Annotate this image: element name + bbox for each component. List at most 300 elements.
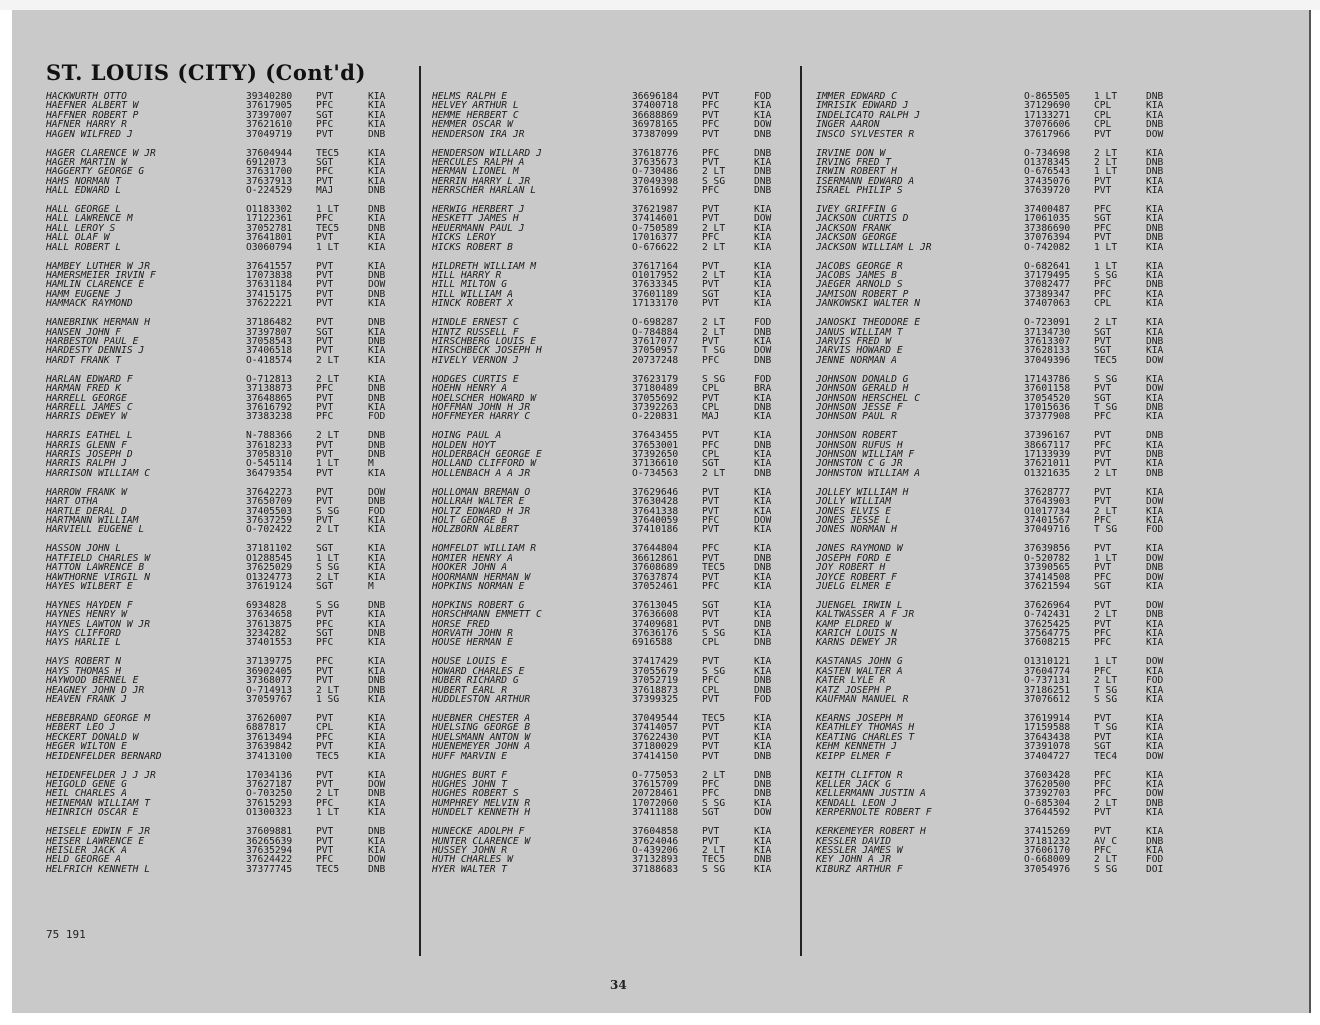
roster-entry bbox=[816, 346, 1196, 355]
soldier-name: IMRISIK EDWARD J bbox=[816, 101, 909, 111]
rank: CPL bbox=[1094, 110, 1112, 121]
rank: PVT bbox=[316, 346, 334, 356]
soldier-name: HIVELY VERNON J bbox=[432, 355, 519, 366]
rank: S SG bbox=[702, 864, 726, 875]
soldier-name: HOLDEN HOYT bbox=[432, 440, 496, 451]
soldier-name: JOLLEY WILLIAM H bbox=[816, 487, 909, 498]
soldier-name: JOYCE ROBERT F bbox=[816, 572, 897, 582]
soldier-name: HACKWURTH OTTO bbox=[46, 92, 127, 102]
status-code: DNB bbox=[368, 864, 386, 875]
soldier-name: JONES RAYMOND W bbox=[816, 544, 903, 554]
roster-entry bbox=[46, 742, 416, 751]
status-code: KIA bbox=[1146, 629, 1164, 639]
roster-entry bbox=[46, 394, 416, 403]
status-code: DOW bbox=[1146, 384, 1164, 394]
status-code: KIA bbox=[368, 468, 386, 479]
rank: PVT bbox=[316, 299, 334, 309]
roster-entry bbox=[432, 752, 800, 761]
roster-entry bbox=[816, 667, 1196, 676]
status-code: KIA bbox=[1146, 638, 1164, 648]
rank: 1 LT bbox=[316, 459, 340, 469]
serial-number: 37628133 bbox=[1024, 346, 1071, 356]
roster-entry bbox=[432, 507, 800, 516]
roster-entry bbox=[46, 233, 416, 242]
rank: PVT bbox=[1094, 384, 1112, 394]
roster-entry bbox=[46, 346, 416, 355]
serial-number: O-676543 bbox=[1024, 167, 1071, 177]
status-code: KIA bbox=[1146, 346, 1164, 356]
serial-number: 37179495 bbox=[1024, 271, 1071, 281]
soldier-name: HARLAN EDWARD F bbox=[46, 374, 133, 385]
roster-entry bbox=[46, 516, 416, 525]
serial-number: 37052719 bbox=[632, 676, 679, 686]
rank: MAJ bbox=[316, 186, 334, 196]
serial-number: 37055679 bbox=[632, 666, 679, 677]
status-code: DNB bbox=[1146, 431, 1164, 441]
serial-number: 37082477 bbox=[1024, 280, 1071, 290]
serial-number: 37621610 bbox=[246, 120, 293, 130]
status-code: KIA bbox=[368, 327, 386, 337]
rank: PVT bbox=[702, 431, 720, 441]
serial-number: 37613307 bbox=[1024, 336, 1071, 347]
roster-entry bbox=[816, 629, 1196, 638]
rank: PFC bbox=[316, 798, 334, 809]
soldier-name: HEINRICH OSCAR E bbox=[46, 808, 139, 818]
serial-number: 37389347 bbox=[1024, 289, 1071, 300]
rank: SGT bbox=[316, 581, 334, 592]
soldier-name: JACOBS GEORGE R bbox=[816, 261, 903, 272]
status-code: KIA bbox=[1146, 506, 1164, 516]
rank: PVT bbox=[316, 610, 334, 620]
roster-entry bbox=[816, 403, 1196, 412]
rank: S SG bbox=[702, 666, 726, 677]
serial-number: O-865505 bbox=[1024, 92, 1071, 102]
status-code: KIA bbox=[368, 233, 386, 243]
serial-number: 37138873 bbox=[246, 384, 293, 394]
rank: PFC bbox=[702, 186, 720, 196]
serial-number: O-742082 bbox=[1024, 242, 1071, 253]
serial-number: 37136610 bbox=[632, 459, 679, 469]
serial-number: 17133939 bbox=[1024, 450, 1071, 460]
rank: PVT bbox=[702, 525, 720, 535]
roster-entry bbox=[46, 507, 416, 516]
roster-entry bbox=[816, 92, 1196, 101]
roster-column-1 bbox=[46, 92, 416, 884]
serial-number: 37386690 bbox=[1024, 223, 1071, 234]
soldier-name: HERWIG HERBERT J bbox=[432, 205, 525, 215]
soldier-name: HEBEBRAND GEORGE M bbox=[46, 714, 150, 724]
soldier-name: HENDERSON WILLARD J bbox=[432, 148, 542, 158]
serial-number: O-703250 bbox=[246, 789, 293, 799]
soldier-name: HEBERT LEO J bbox=[46, 723, 116, 733]
status-code: KIA bbox=[754, 827, 772, 837]
soldier-name: HAYNES HAYDEN F bbox=[46, 600, 133, 611]
serial-number: 37392263 bbox=[632, 402, 679, 413]
soldier-name: IRVING FRED T bbox=[816, 157, 892, 168]
roster-entry bbox=[46, 733, 416, 742]
roster-entry bbox=[432, 855, 800, 864]
status-code: KIA bbox=[754, 497, 772, 507]
status-code: KIA bbox=[754, 157, 772, 168]
roster-group bbox=[816, 601, 1196, 648]
soldier-name: HECKERT DONALD W bbox=[46, 732, 139, 743]
scan-top-edge bbox=[0, 0, 1320, 10]
status-code: DNB bbox=[368, 431, 386, 441]
soldier-name: HANSEN JOHN F bbox=[46, 327, 122, 337]
rank: TEC5 bbox=[316, 864, 340, 875]
serial-number: 37181232 bbox=[1024, 836, 1071, 846]
status-code: DNB bbox=[368, 393, 386, 403]
status-code: KIA bbox=[754, 657, 772, 667]
rank: PVT bbox=[316, 261, 334, 272]
serial-number: 37604858 bbox=[632, 827, 679, 837]
roster-entry bbox=[432, 714, 800, 723]
soldier-name: INGER AARON bbox=[816, 120, 880, 130]
serial-number: 36612861 bbox=[632, 553, 679, 564]
roster-entry bbox=[46, 620, 416, 629]
roster-group bbox=[432, 601, 800, 648]
serial-number: 6934828 bbox=[246, 600, 287, 611]
serial-number: 37049398 bbox=[632, 176, 679, 187]
rank: CPL bbox=[702, 450, 720, 460]
serial-number: 37052461 bbox=[632, 581, 679, 592]
serial-number: 37625425 bbox=[1024, 619, 1071, 630]
status-code: KIA bbox=[368, 638, 386, 648]
roster-entry bbox=[432, 582, 800, 591]
roster-group bbox=[432, 375, 800, 422]
soldier-name: HOELSCHER HOWARD W bbox=[432, 393, 536, 403]
roster-entry bbox=[816, 714, 1196, 723]
roster-entry bbox=[432, 214, 800, 223]
soldier-name: JARVIS FRED W bbox=[816, 336, 892, 347]
roster-entry bbox=[816, 846, 1196, 855]
soldier-name: JOHNSON HERSCHEL C bbox=[816, 393, 920, 403]
rank: PFC bbox=[1094, 789, 1112, 799]
soldier-name: HOLLRAH WALTER E bbox=[432, 497, 525, 507]
soldier-name: JANUS WILLIAM T bbox=[816, 327, 903, 337]
status-code: DNB bbox=[754, 355, 772, 366]
soldier-name: HOLLENBACH A A JR bbox=[432, 468, 531, 479]
rank: PFC bbox=[1094, 770, 1112, 780]
serial-number: O1324773 bbox=[246, 572, 293, 582]
roster-group bbox=[816, 827, 1196, 874]
serial-number: 37049544 bbox=[632, 714, 679, 724]
roster-entry bbox=[816, 101, 1196, 110]
status-code: DNB bbox=[754, 770, 772, 780]
serial-number: 37624422 bbox=[246, 855, 293, 865]
soldier-name: KATER LYLE R bbox=[816, 676, 886, 686]
rank: PVT bbox=[316, 779, 334, 790]
serial-number: 37413100 bbox=[246, 751, 293, 761]
status-code: DNB bbox=[754, 553, 772, 564]
soldier-name: HOMIER HENRY A bbox=[432, 553, 513, 564]
roster-entry bbox=[816, 111, 1196, 120]
status-code: KIA bbox=[754, 431, 772, 441]
roster-entry bbox=[816, 695, 1196, 704]
status-code: KIA bbox=[368, 148, 386, 158]
rank: T SG bbox=[1094, 402, 1118, 413]
roster-entry bbox=[816, 167, 1196, 176]
soldier-name: HALL LAWRENCE M bbox=[46, 214, 133, 224]
soldier-name: IRWIN ROBERT H bbox=[816, 167, 897, 177]
roster-group bbox=[46, 92, 416, 139]
status-code: KIA bbox=[1146, 374, 1164, 385]
rank: PVT bbox=[702, 723, 720, 733]
rank: 2 LT bbox=[316, 374, 340, 385]
serial-number: O1017734 bbox=[1024, 506, 1071, 516]
rank: SGT bbox=[316, 327, 334, 337]
soldier-name: HAWTHORNE VIRGIL N bbox=[46, 572, 150, 582]
status-code: DNB bbox=[1146, 836, 1164, 846]
soldier-name: HUNECKE ADOLPH F bbox=[432, 827, 525, 837]
serial-number: O-737131 bbox=[1024, 676, 1071, 686]
rank: PVT bbox=[316, 129, 334, 139]
serial-number: 37076606 bbox=[1024, 120, 1071, 130]
roster-entry bbox=[432, 394, 800, 403]
soldier-name: JARVIS HOWARD E bbox=[816, 346, 903, 356]
rank: S SG bbox=[702, 629, 726, 639]
roster-entry bbox=[432, 742, 800, 751]
roster-column-2 bbox=[432, 92, 800, 884]
soldier-name: HILL MILTON G bbox=[432, 280, 508, 290]
soldier-name: HIRSCHBERG LOUIS E bbox=[432, 336, 536, 347]
rank: SGT bbox=[1094, 742, 1112, 752]
serial-number: 37622221 bbox=[246, 299, 293, 309]
soldier-name: HOFFMEYER HARRY C bbox=[432, 412, 531, 422]
serial-number: 37639720 bbox=[1024, 186, 1071, 196]
serial-number: 37643438 bbox=[1024, 732, 1071, 743]
soldier-name: HEISER LAWRENCE E bbox=[46, 836, 145, 846]
soldier-name: HAMBEY LUTHER W JR bbox=[46, 261, 150, 272]
status-code: KIA bbox=[368, 553, 386, 564]
soldier-name: JOY ROBERT H bbox=[816, 563, 886, 573]
status-code: KIA bbox=[1146, 205, 1164, 215]
serial-number: 37052781 bbox=[246, 223, 293, 234]
status-code: KIA bbox=[1146, 186, 1164, 196]
rank: PVT bbox=[316, 497, 334, 507]
soldier-name: HOLZBORN ALBERT bbox=[432, 525, 519, 535]
roster-entry bbox=[46, 695, 416, 704]
status-code: KIA bbox=[368, 695, 386, 705]
soldier-name: KESSLER JAMES W bbox=[816, 845, 903, 856]
status-code: DNB bbox=[754, 751, 772, 761]
roster-entry bbox=[432, 497, 800, 506]
status-code: KIA bbox=[754, 610, 772, 620]
serial-number: 6916588 bbox=[632, 638, 673, 648]
rank: 2 LT bbox=[702, 770, 726, 780]
serial-number: 37603428 bbox=[1024, 770, 1071, 780]
status-code: DOW bbox=[1146, 355, 1164, 366]
soldier-name: JANKOWSKI WALTER N bbox=[816, 299, 920, 309]
soldier-name: KEARNS JOSEPH M bbox=[816, 714, 903, 724]
soldier-name: HOEHN HENRY A bbox=[432, 384, 508, 394]
serial-number: 37417429 bbox=[632, 657, 679, 667]
serial-number: 37637913 bbox=[246, 176, 293, 187]
roster-group bbox=[816, 149, 1196, 196]
serial-number: 37049396 bbox=[1024, 355, 1071, 366]
serial-number: O-714913 bbox=[246, 685, 293, 696]
soldier-name: HAYNES LAWTON W JR bbox=[46, 619, 150, 630]
rank: S SG bbox=[1094, 864, 1118, 875]
rank: PVT bbox=[702, 610, 720, 620]
rank: PVT bbox=[702, 205, 720, 215]
status-code: KIA bbox=[1146, 110, 1164, 121]
status-code: DNB bbox=[754, 327, 772, 337]
serial-number: 37616992 bbox=[632, 186, 679, 196]
status-code: KIA bbox=[368, 92, 386, 102]
roster-entry bbox=[46, 855, 416, 864]
rank: PVT bbox=[702, 261, 720, 272]
status-code: FOD bbox=[368, 412, 386, 422]
roster-entry bbox=[816, 441, 1196, 450]
serial-number: 37404727 bbox=[1024, 751, 1071, 761]
rank: PVT bbox=[702, 572, 720, 582]
status-code: DOW bbox=[368, 487, 386, 498]
soldier-name: HATTON LAWRENCE B bbox=[46, 563, 145, 573]
column-divider bbox=[419, 66, 421, 956]
serial-number: 37644592 bbox=[1024, 808, 1071, 818]
serial-number: 37186482 bbox=[246, 318, 293, 328]
status-code: KIA bbox=[368, 610, 386, 620]
serial-number: 37405503 bbox=[246, 506, 293, 516]
soldier-name: HUELSING GEORGE B bbox=[432, 723, 531, 733]
status-code: DOW bbox=[1146, 572, 1164, 582]
serial-number: 36265639 bbox=[246, 836, 293, 846]
soldier-name: HERCULES RALPH A bbox=[432, 157, 525, 168]
roster-entry bbox=[816, 412, 1196, 421]
roster-group bbox=[432, 92, 800, 139]
status-code: DOW bbox=[1146, 789, 1164, 799]
rank: 2 LT bbox=[316, 355, 340, 366]
rank: T SG bbox=[1094, 723, 1118, 733]
rank: 2 LT bbox=[316, 572, 340, 582]
roster-entry bbox=[46, 723, 416, 732]
rank: PVT bbox=[316, 836, 334, 846]
roster-group bbox=[46, 318, 416, 365]
status-code: DOW bbox=[1146, 497, 1164, 507]
rank: PVT bbox=[1094, 808, 1112, 818]
status-code: KIA bbox=[368, 723, 386, 733]
rank: PFC bbox=[702, 779, 720, 790]
soldier-name: HARMAN FRED K bbox=[46, 384, 122, 394]
status-code: KIA bbox=[368, 572, 386, 582]
serial-number: 37617077 bbox=[632, 336, 679, 347]
serial-number: 37618776 bbox=[632, 148, 679, 158]
serial-number: O-418574 bbox=[246, 355, 293, 366]
soldier-name: HOOKER JOHN A bbox=[432, 563, 508, 573]
serial-number: 17073838 bbox=[246, 271, 293, 281]
roster-entry bbox=[46, 111, 416, 120]
roster-entry bbox=[816, 243, 1196, 252]
serial-number: O-750589 bbox=[632, 223, 679, 234]
roster-entry bbox=[432, 610, 800, 619]
roster-entry bbox=[432, 780, 800, 789]
serial-number: O-730486 bbox=[632, 167, 679, 177]
status-code: DNB bbox=[368, 289, 386, 300]
status-code: KIA bbox=[754, 261, 772, 272]
status-code: KIA bbox=[754, 110, 772, 121]
rank: TEC5 bbox=[702, 563, 726, 573]
serial-number: 37641801 bbox=[246, 233, 293, 243]
soldier-name: KAUFMAN MANUEL R bbox=[816, 695, 909, 705]
serial-number: 37397807 bbox=[246, 327, 293, 337]
rank: CPL bbox=[1094, 101, 1112, 111]
status-code: KIA bbox=[1146, 327, 1164, 337]
soldier-name: HERRSCHER HARLAN L bbox=[432, 186, 536, 196]
serial-number: 37414150 bbox=[632, 751, 679, 761]
rank: T SG bbox=[1094, 685, 1118, 696]
rank: CPL bbox=[702, 685, 720, 696]
rank: S SG bbox=[316, 506, 340, 516]
soldier-name: IRVINE DON W bbox=[816, 148, 886, 158]
status-code: KIA bbox=[1146, 459, 1164, 469]
status-code: KIA bbox=[368, 808, 386, 818]
soldier-name: HERRIN HARRY L JR bbox=[432, 176, 531, 187]
rank: PFC bbox=[316, 619, 334, 630]
roster-entry bbox=[432, 488, 800, 497]
roster-entry bbox=[816, 224, 1196, 233]
roster-entry bbox=[432, 573, 800, 582]
status-code: KIA bbox=[368, 798, 386, 809]
roster-entry bbox=[816, 262, 1196, 271]
status-code: KIA bbox=[1146, 723, 1164, 733]
rank: 2 LT bbox=[702, 327, 726, 337]
rank: 1 LT bbox=[316, 553, 340, 564]
rank: PVT bbox=[1094, 450, 1112, 460]
roster-entry bbox=[46, 771, 416, 780]
soldier-name: HOUSE HERMAN E bbox=[432, 638, 513, 648]
serial-number: 37620500 bbox=[1024, 779, 1071, 790]
rank: SGT bbox=[1094, 327, 1112, 337]
roster-entry bbox=[816, 780, 1196, 789]
roster-entry bbox=[432, 723, 800, 732]
status-code: DOW bbox=[754, 516, 772, 526]
soldier-name: JOLLY WILLIAM bbox=[816, 497, 892, 507]
rank: PFC bbox=[702, 581, 720, 592]
soldier-name: JOHNSON DONALD G bbox=[816, 374, 909, 385]
serial-number: 37626007 bbox=[246, 714, 293, 724]
soldier-name: HAHS NORMAN T bbox=[46, 176, 122, 187]
rank: PVT bbox=[316, 289, 334, 300]
rank: 2 LT bbox=[1094, 610, 1118, 620]
soldier-name: HICKS ROBERT B bbox=[432, 242, 513, 253]
status-code: KIA bbox=[754, 233, 772, 243]
status-code: DNB bbox=[368, 600, 386, 611]
soldier-name: HUGHES ROBERT S bbox=[432, 789, 519, 799]
serial-number: 37076612 bbox=[1024, 695, 1071, 705]
status-code: KIA bbox=[1146, 242, 1164, 253]
serial-number: 37400487 bbox=[1024, 205, 1071, 215]
rank: 2 LT bbox=[1094, 318, 1118, 328]
rank: PFC bbox=[702, 440, 720, 451]
status-code: KIA bbox=[368, 374, 386, 385]
rank: PVT bbox=[1094, 233, 1112, 243]
soldier-name: HORVATH JOHN R bbox=[432, 629, 513, 639]
soldier-name: KEATHLEY THOMAS H bbox=[816, 723, 915, 733]
serial-number: O-668009 bbox=[1024, 855, 1071, 865]
roster-group bbox=[46, 714, 416, 761]
soldier-name: INDELICATO RALPH J bbox=[816, 110, 920, 121]
soldier-name: ISRAEL PHILIP S bbox=[816, 186, 903, 196]
rank: PVT bbox=[316, 280, 334, 290]
serial-number: 17133271 bbox=[1024, 110, 1071, 121]
rank: S SG bbox=[702, 798, 726, 809]
serial-number: 37604944 bbox=[246, 148, 293, 158]
status-code: DNB bbox=[368, 450, 386, 460]
serial-number: 37415269 bbox=[1024, 827, 1071, 837]
serial-number: O1310121 bbox=[1024, 657, 1071, 667]
status-code: FOD bbox=[1146, 855, 1164, 865]
